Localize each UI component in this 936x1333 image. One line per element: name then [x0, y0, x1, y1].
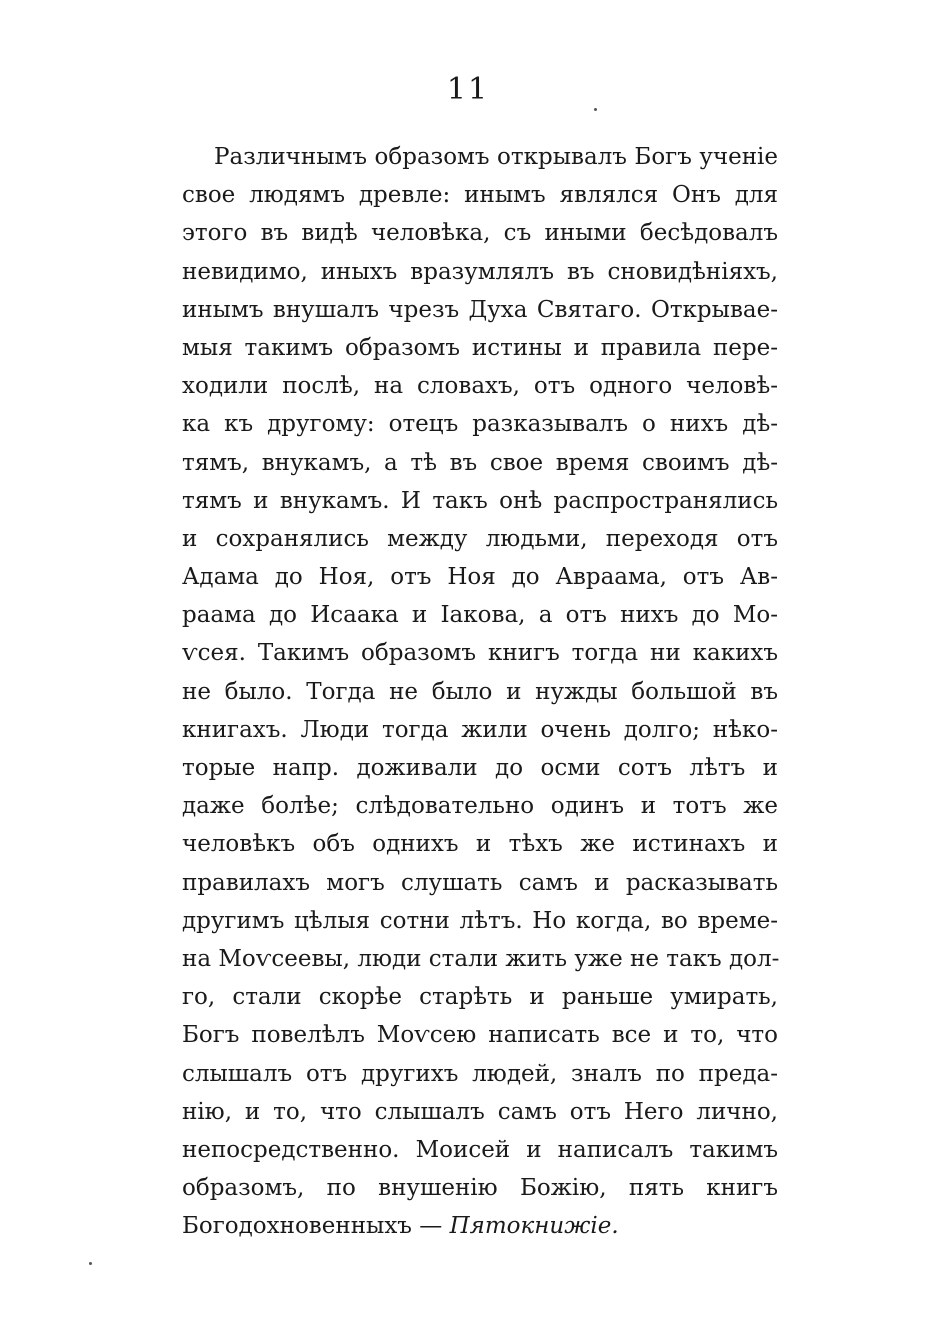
text-line: даже болѣе; слѣдовательно одинъ и тотъ же [182, 793, 778, 820]
text-line: Богъ повелѣлъ Моѵсею написать все и то, что [182, 1022, 778, 1049]
text-line: Адама до Ноя, отъ Ноя до Авраама, отъ Ав- [182, 564, 778, 591]
text-line: тямъ, внукамъ, а тѣ въ свое время своимъ дѣ- [182, 449, 778, 476]
text-line: ходили послѣ, на словахъ, отъ одного человѣ- [182, 373, 778, 400]
last-line-text: Богодохновенныхъ — [182, 1213, 443, 1240]
text-line: го, стали скорѣе старѣть и раньше умирать, [182, 984, 778, 1011]
text-line: тямъ и внукамъ. И такъ онѣ распространялись [182, 487, 778, 514]
text-line: книгахъ. Люди тогда жили очень долго; нѣко- [182, 716, 778, 743]
text-line: невидимо, иныхъ вразумлялъ въ сновидѣніяхъ, [182, 258, 778, 285]
text-line: ѵсея. Такимъ образомъ книгъ тогда ни какихъ [182, 640, 778, 667]
text-line: не было. Тогда не было и нужды большой въ [182, 678, 778, 705]
text-line: этого въ видѣ человѣка, съ иными бесѣдовалъ [182, 220, 778, 247]
text-line: инымъ внушалъ чрезъ Духа Святаго. Открывае- [182, 296, 778, 323]
text-line: Различнымъ образомъ открывалъ Богъ ученіе [214, 144, 778, 170]
text-line: слышалъ отъ другихъ людей, зналъ по преда- [182, 1060, 778, 1087]
text-line: на Моѵсеевы, люди стали жить уже не такъ дол- [182, 945, 780, 972]
text-line: непосредственно. Моисей и написалъ такимъ [182, 1136, 778, 1163]
text-line: мыя такимъ образомъ истины и правила пере- [182, 334, 778, 361]
text-line: нію, и то, что слышалъ самъ отъ Него лично, [182, 1098, 778, 1125]
text-line-last [182, 1207, 778, 1245]
body-text [182, 138, 778, 1245]
print-speck [594, 108, 597, 111]
page-number: 11 [446, 72, 490, 107]
print-speck [89, 1262, 92, 1265]
text-line: другимъ цѣлыя сотни лѣтъ. Но когда, во време- [182, 907, 778, 934]
emphasized-title: Пятокнижіе. [449, 1213, 619, 1240]
text-line: и сохранялись между людьми, переходя отъ [182, 525, 778, 552]
text-line: образомъ, по внушенію Божію, пять книгъ [182, 1175, 778, 1202]
text-line: свое людямъ древле: инымъ являлся Онъ для [182, 182, 778, 209]
text-line: торые напр. доживали до осми сотъ лѣтъ и [182, 755, 778, 781]
text-line: ка къ другому: отецъ разказывалъ о нихъ дѣ- [182, 411, 778, 438]
text-line: раама до Исаака и Іакова, а отъ нихъ до Мо- [182, 602, 778, 629]
text-line: правилахъ могъ слушать самъ и расказывать [182, 869, 778, 896]
text-line: человѣкъ объ однихъ и тѣхъ же истинахъ и [182, 831, 778, 858]
